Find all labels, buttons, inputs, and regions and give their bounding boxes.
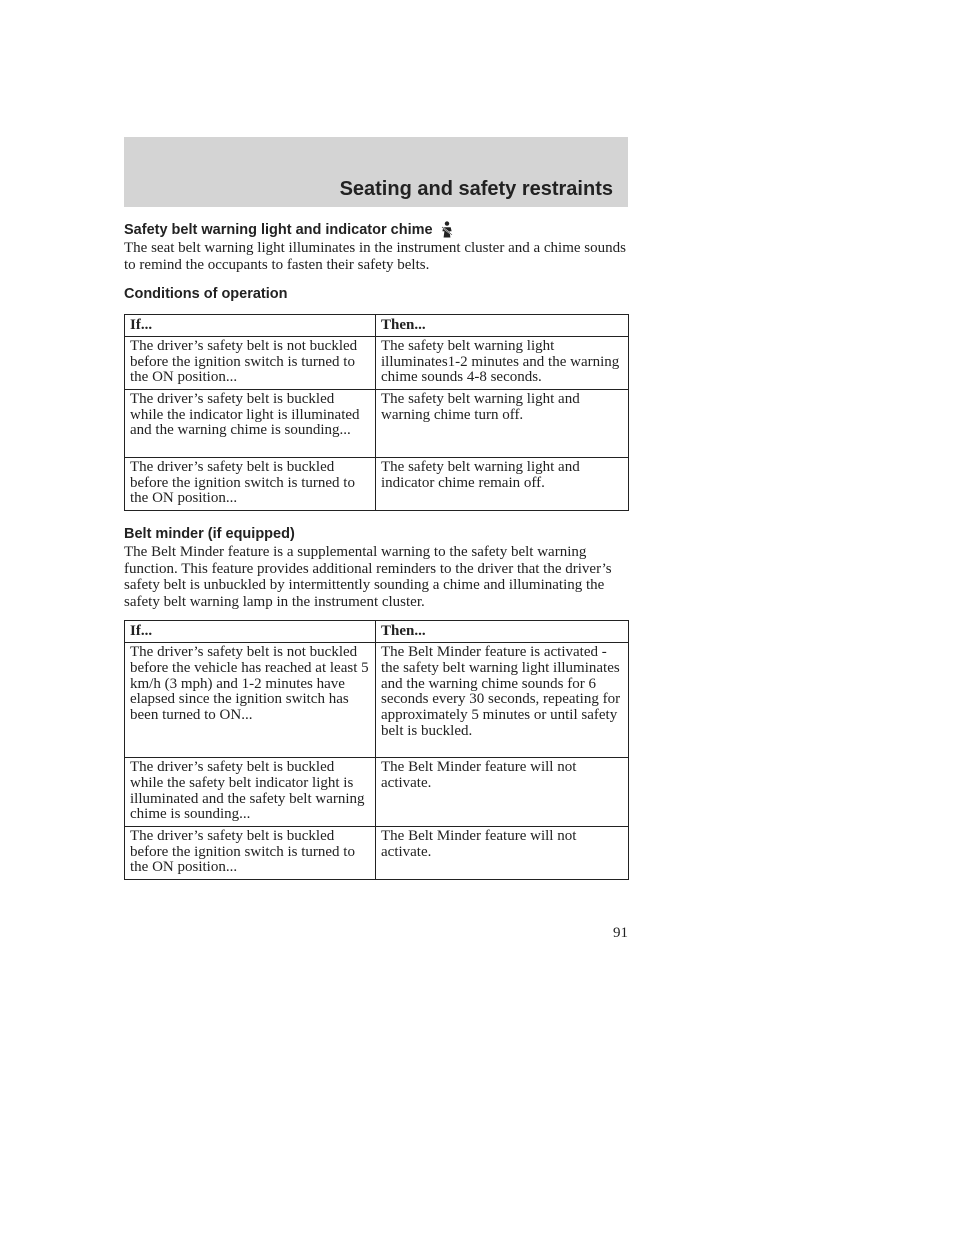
- section-heading-safety-belt-warning: [124, 220, 628, 240]
- table-header-then: Then...: [376, 621, 629, 643]
- seatbelt-warning-icon: [439, 221, 455, 239]
- table-cell-then: The safety belt warning light and indicator chime remain off.: [376, 458, 629, 511]
- table-row: [125, 336, 629, 389]
- table-header-row: [125, 315, 629, 337]
- table-row: [125, 758, 629, 827]
- belt-minder-table: [124, 620, 629, 880]
- table-cell-if: The driver’s safety belt is buckled before the ignition switch is turned to the ON position...: [125, 827, 376, 880]
- table-cell-if: The driver’s safety belt is not buckled before the vehicle has reached at least 5 km/h (3 mph) and 1-2 minutes have elapsed since the ignition switch has been turned to ON...: [125, 643, 376, 758]
- page-title: Seating and safety restraints: [339, 178, 613, 200]
- section-heading-conditions: Conditions of operation: [124, 286, 288, 303]
- page-number: 91: [613, 925, 628, 941]
- conditions-table: [124, 314, 629, 511]
- table-header-if: If...: [125, 315, 376, 337]
- section-heading-text: Safety belt warning light and indicator chime: [124, 222, 433, 238]
- intro-paragraph: The seat belt warning light illuminates in the instrument cluster and a chime sounds to remind the occupants to fasten their safety belts.: [124, 240, 626, 273]
- table-cell-then: The safety belt warning light illuminates1-2 minutes and the warning chime sounds 4-8 seconds.: [376, 336, 629, 389]
- table-row: [125, 827, 629, 880]
- section-header-band: [124, 137, 628, 207]
- table-header-if: If...: [125, 621, 376, 643]
- table-cell-then: The Belt Minder feature is activated - the safety belt warning light illuminates and the warning chime sounds for 6 seconds every 30 seconds, repeating for approximately 5 minutes or until safety belt is buckled.: [376, 643, 629, 758]
- table-row: [125, 390, 629, 458]
- table-cell-if: The driver’s safety belt is buckled before the ignition switch is turned to the ON position...: [125, 458, 376, 511]
- table-cell-if: The driver’s safety belt is buckled while the safety belt indicator light is illuminated and the safety belt warning chime is sounding...: [125, 758, 376, 827]
- belt-minder-paragraph: The Belt Minder feature is a supplemental warning to the safety belt warning function. This feature provides additional reminders to the driver that the driver’s safety belt is unbuckled by intermittently sounding a chime and illuminating the safety belt warning lamp in the instrument cluster.: [124, 544, 612, 610]
- table-cell-then: The safety belt warning light and warning chime turn off.: [376, 390, 629, 458]
- page-content: [124, 220, 628, 880]
- table-header-then: Then...: [376, 315, 629, 337]
- table-cell-then: The Belt Minder feature will not activate.: [376, 827, 629, 880]
- table-header-row: [125, 621, 629, 643]
- table-cell-if: The driver’s safety belt is buckled while the indicator light is illuminated and the warning chime is sounding...: [125, 390, 376, 458]
- table-row: [125, 643, 629, 758]
- table-cell-then: The Belt Minder feature will not activate.: [376, 758, 629, 827]
- table-cell-if: The driver’s safety belt is not buckled before the ignition switch is turned to the ON position...: [125, 336, 376, 389]
- table-row: [125, 458, 629, 511]
- section-heading-belt-minder: Belt minder (if equipped): [124, 526, 295, 543]
